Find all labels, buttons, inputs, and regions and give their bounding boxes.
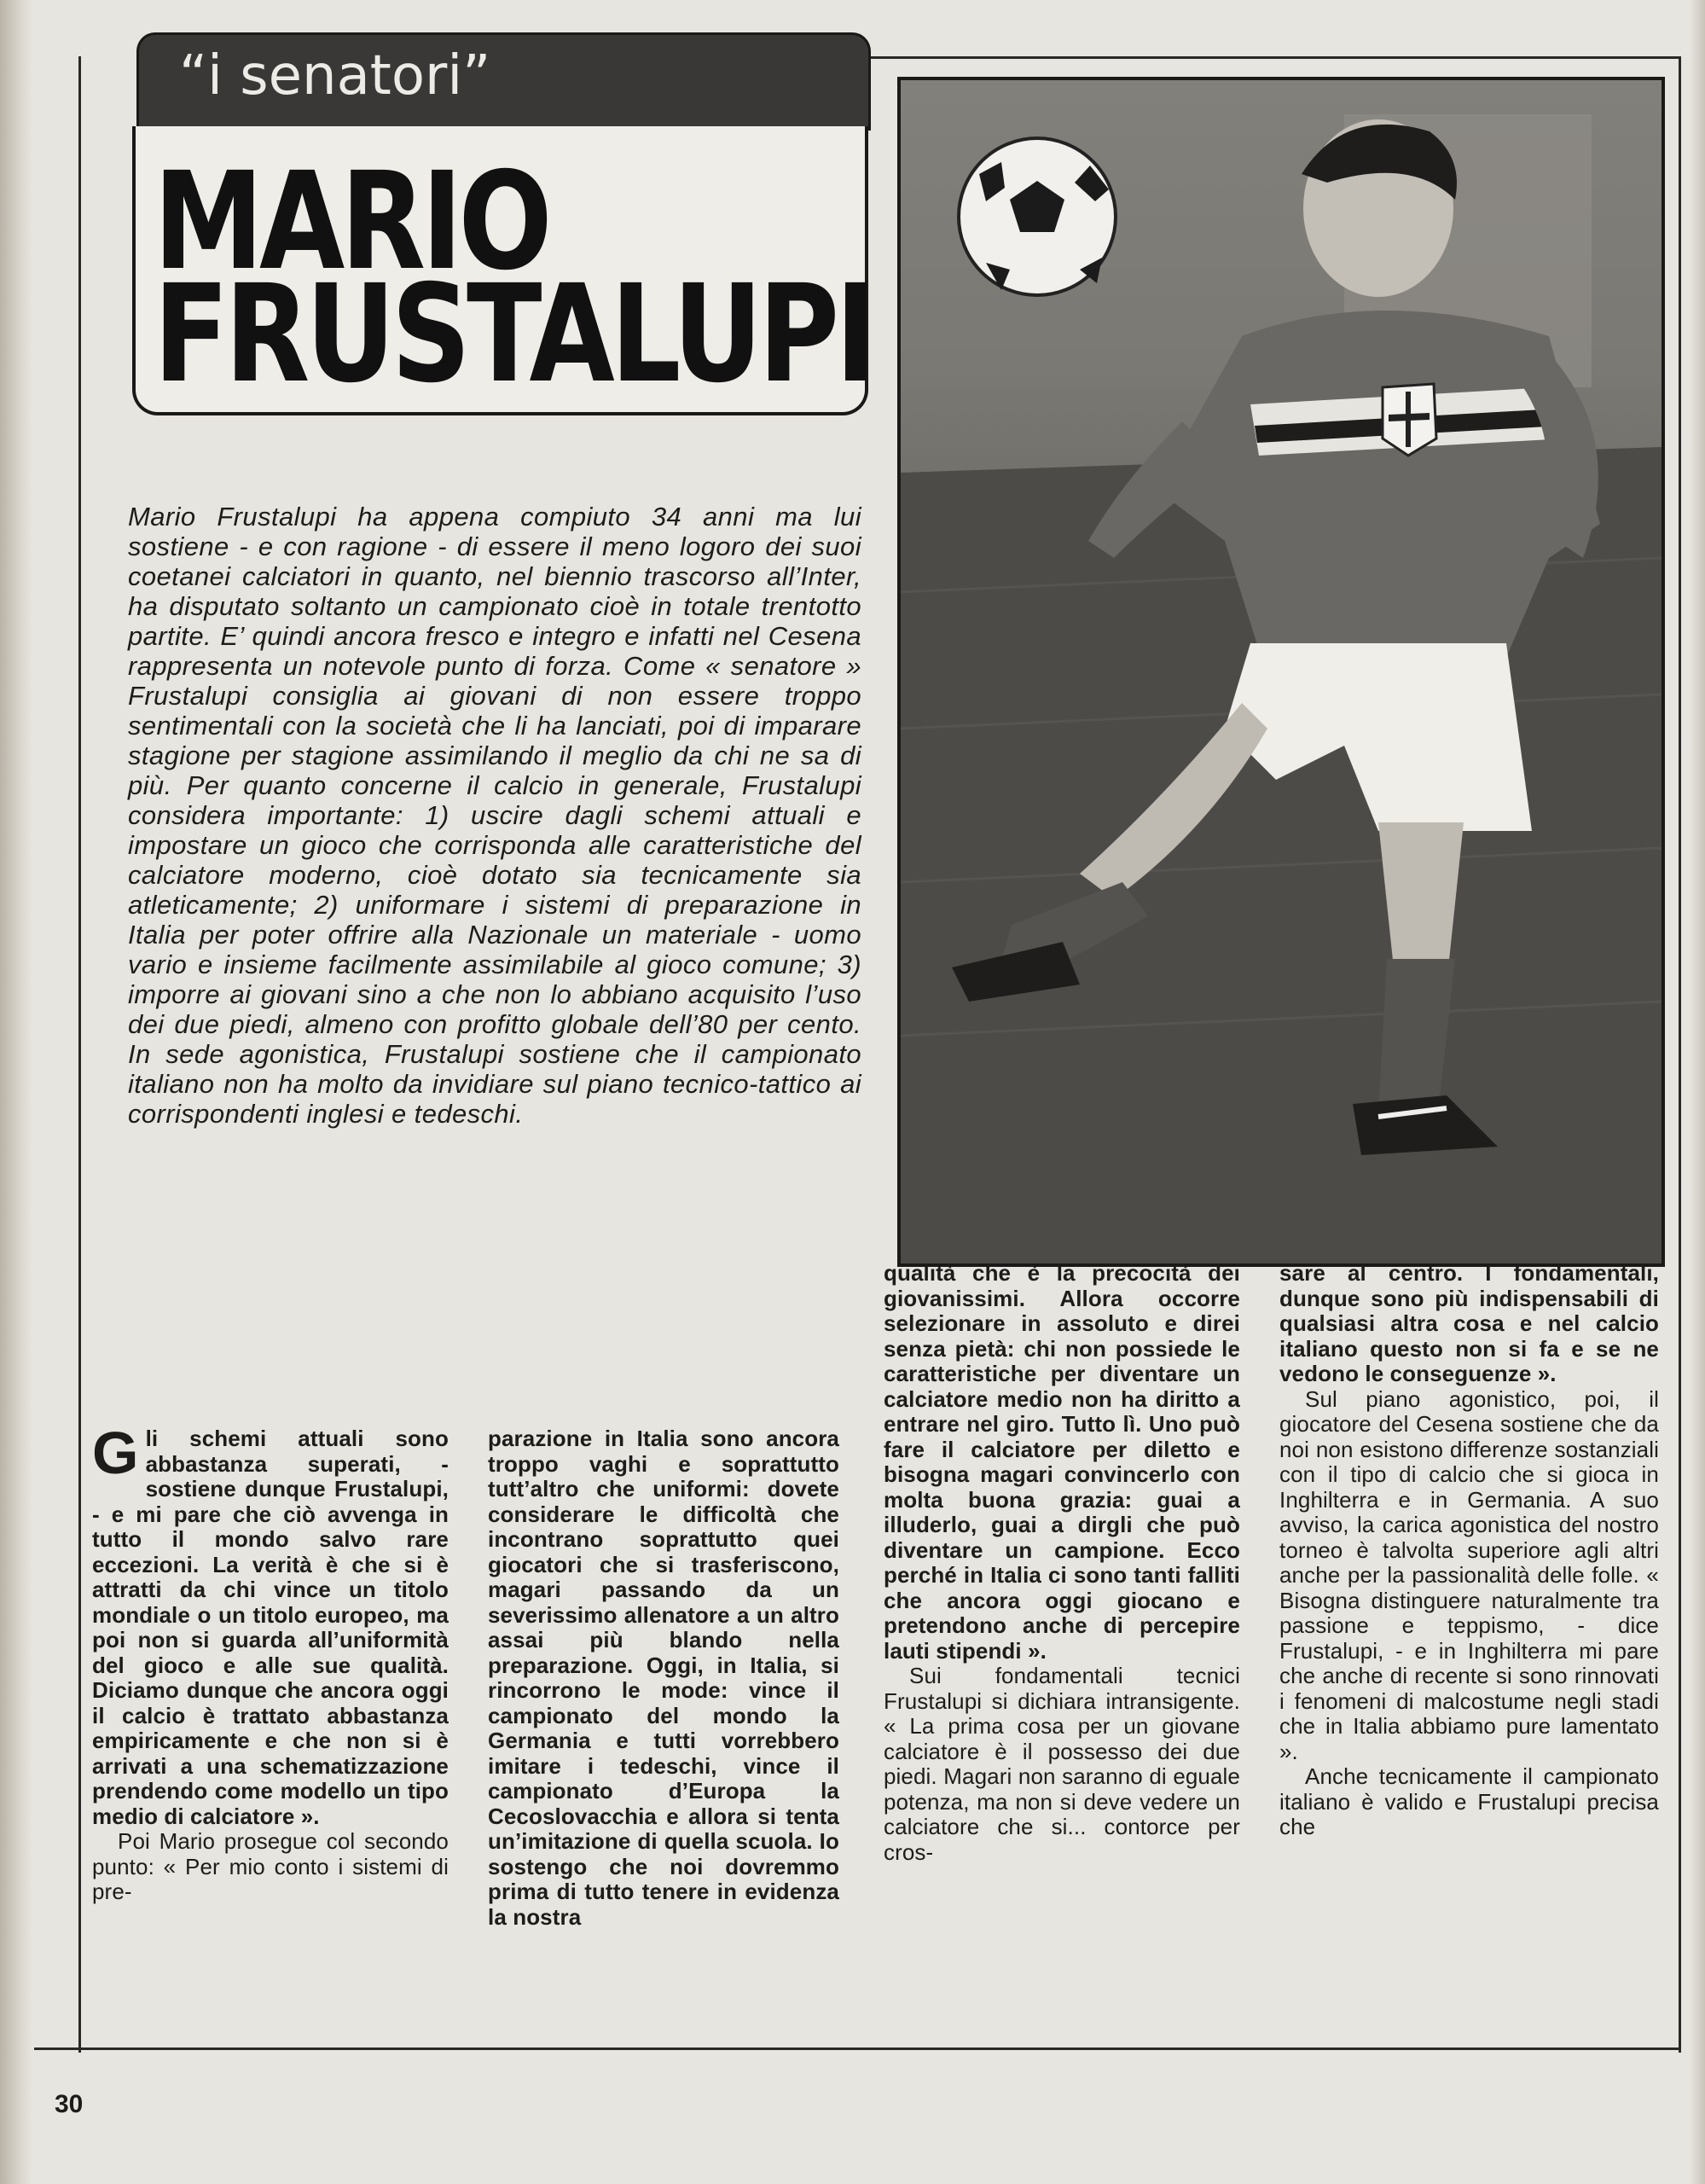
column-4-paragraph-2: Sul piano agonistico, poi, il giocatore del Cesena sostiene che da noi non esistono differenze sostanziali con il tipo di calcio che si gioca in Inghilterra e in Germania. A suo avviso, la carica agonistica del nostro torneo è talvolta superiore agli altri anche per la passionalità delle folle. « Bisogna distinguere naturalmente tra passione e teppismo, - dice Frustalupi, - e in Inghilterra mi pare che anche di recente si sono rinnovati i fenomeni di malcostume negli stadi che in Italia abbiamo pure lamentato ». — [1279, 1385, 1659, 1764]
kicker-text: “i senatori” — [179, 44, 491, 107]
page-number: 30 — [55, 2090, 84, 2118]
frame-rule-right — [1679, 56, 1681, 2053]
column-4-paragraph-1: sare al centro. I fondamentali, dunque sono più indispensabili di qualsiasi altra cosa e nel calcio italiano questo non si fa e se ne vedono le conseguenze ». — [1279, 1260, 1659, 1386]
body-column-2 — [488, 1426, 839, 1930]
page-right-edge — [1690, 0, 1705, 2184]
page-binding-edge — [0, 0, 32, 2184]
body-column-1 — [92, 1420, 449, 1905]
body-column-3 — [884, 1261, 1240, 1865]
column-1-paragraph-2: Poi Mario prosegue col secondo punto: « Per mio conto i sistemi di pre- — [92, 1828, 449, 1904]
headline-line-2: FRUSTALUPI — [154, 256, 873, 413]
football-player-illustration — [901, 80, 1662, 1263]
player-photo — [897, 77, 1665, 1267]
dropcap-letter: G — [92, 1420, 139, 1486]
frame-rule-bottom — [34, 2048, 1680, 2050]
column-3-paragraph-1: qualità che è la precocità dei giovanissimi. Allora occorre selezionare in assoluto e direi senza pietà: chi non possiede le caratteristiche per diventare un calciatore medio non ha diritto a entrare nel giro. Tutto lì. Uno può fare il calciatore per diletto e bisogna magari convincerlo con molta buona grazia: guai a illuderlo, guai a dirgli che può diventare un campione. Ecco perché in Italia ci sono tanti falliti che ancora oggi giocano e pretendono anche di percepire lauti stipendi ». — [884, 1260, 1240, 1664]
frame-rule-top — [861, 56, 1680, 59]
column-2-paragraph-1: parazione in Italia sono ancora troppo vaghi e soprattutto tutt’altro che uniformi: dovete considerare le difficoltà che incontrano soprattutto quei giocatori che si trasferiscono, magari passando da un severissimo allenatore a un altro assai più blando nella preparazione. Oggi, in Italia, si rincorrono le mode: vince il campionato del mondo la Germania e tutti vorrebbero imitare i tedeschi, vince il campionato d’Europa la Cecoslovacchia e allora si tenta un’imitazione di quella scuola. Io sostengo che noi dovremmo prima di tutto tenere in evidenza la nostra — [488, 1426, 839, 1930]
column-1-paragraph-1: li schemi attuali sono abbastanza superati, - sostiene dunque Frustalupi, - e mi pare che ciò avvenga in tutto il mondo salvo rare eccezioni. La verità è che si è attratti da chi vince un titolo mondiale o un titolo europeo, ma poi non si guarda all’uniformità del gioco e alle sue qualità. Diciamo dunque che ancora oggi il calcio è trattato abbastanza empiricamente e che non si è arrivati a una schematizzazione prendendo come modello un tipo medio di calciatore ». — [92, 1426, 449, 1829]
column-4-paragraph-3: Anche tecnicamente il campionato italiano è valido e Frustalupi precisa che — [1279, 1763, 1659, 1839]
body-column-4 — [1279, 1261, 1659, 1840]
headline-line-1: MARIO — [154, 143, 548, 300]
intro-paragraph: Mario Frustalupi ha appena compiuto 34 anni ma lui sostiene - e con ragione - di essere il meno logoro dei suoi coetanei calciatori in quanto, nel biennio trascorso all’Inter, ha disputato soltanto un campionato cioè in totale trentotto partite. E’ quindi ancora fresco e integro e infatti nel Cesena rappresenta un notevole punto di forza. Come « senatore » Frustalupi consiglia ai giovani di non essere troppo sentimentali con la società che li ha lanciati, poi di imparare stagione per stagione assimilando il meglio da chi ne sa di più. Per quanto concerne il calcio in generale, Frustalupi considera importante: 1) uscire dagli schemi attuali e impostare un gioco che corrisponda alle caratteristiche del calciatore moderno, cioè dotato sia tecnicamente sia atleticamente; 2) uniformare i sistemi di preparazione in Italia per poter offrire alla Nazionale un materiale - uomo vario e insieme facilmente assimilabile al gioco comune; 3) imporre ai giovani sino a che non lo abbiano acquisito l’uso dei due piedi, almeno con profitto globale dell’80 per cento. In sede agonistica, Frustalupi sostiene che il campionato italiano non ha molto da invidiare sul piano tecnico-tattico ai corrispondenti inglesi e tedeschi. — [128, 502, 861, 1129]
frame-rule-left — [78, 56, 81, 2053]
column-3-paragraph-2: Sui fondamentali tecnici Frustalupi si dichiara intransigente. « La prima cosa per un giovane calciatore è il possesso dei due piedi. Magari non saranno di eguale potenza, ma non si deve vedere un calciatore che si... contorce per cros- — [884, 1663, 1240, 1865]
